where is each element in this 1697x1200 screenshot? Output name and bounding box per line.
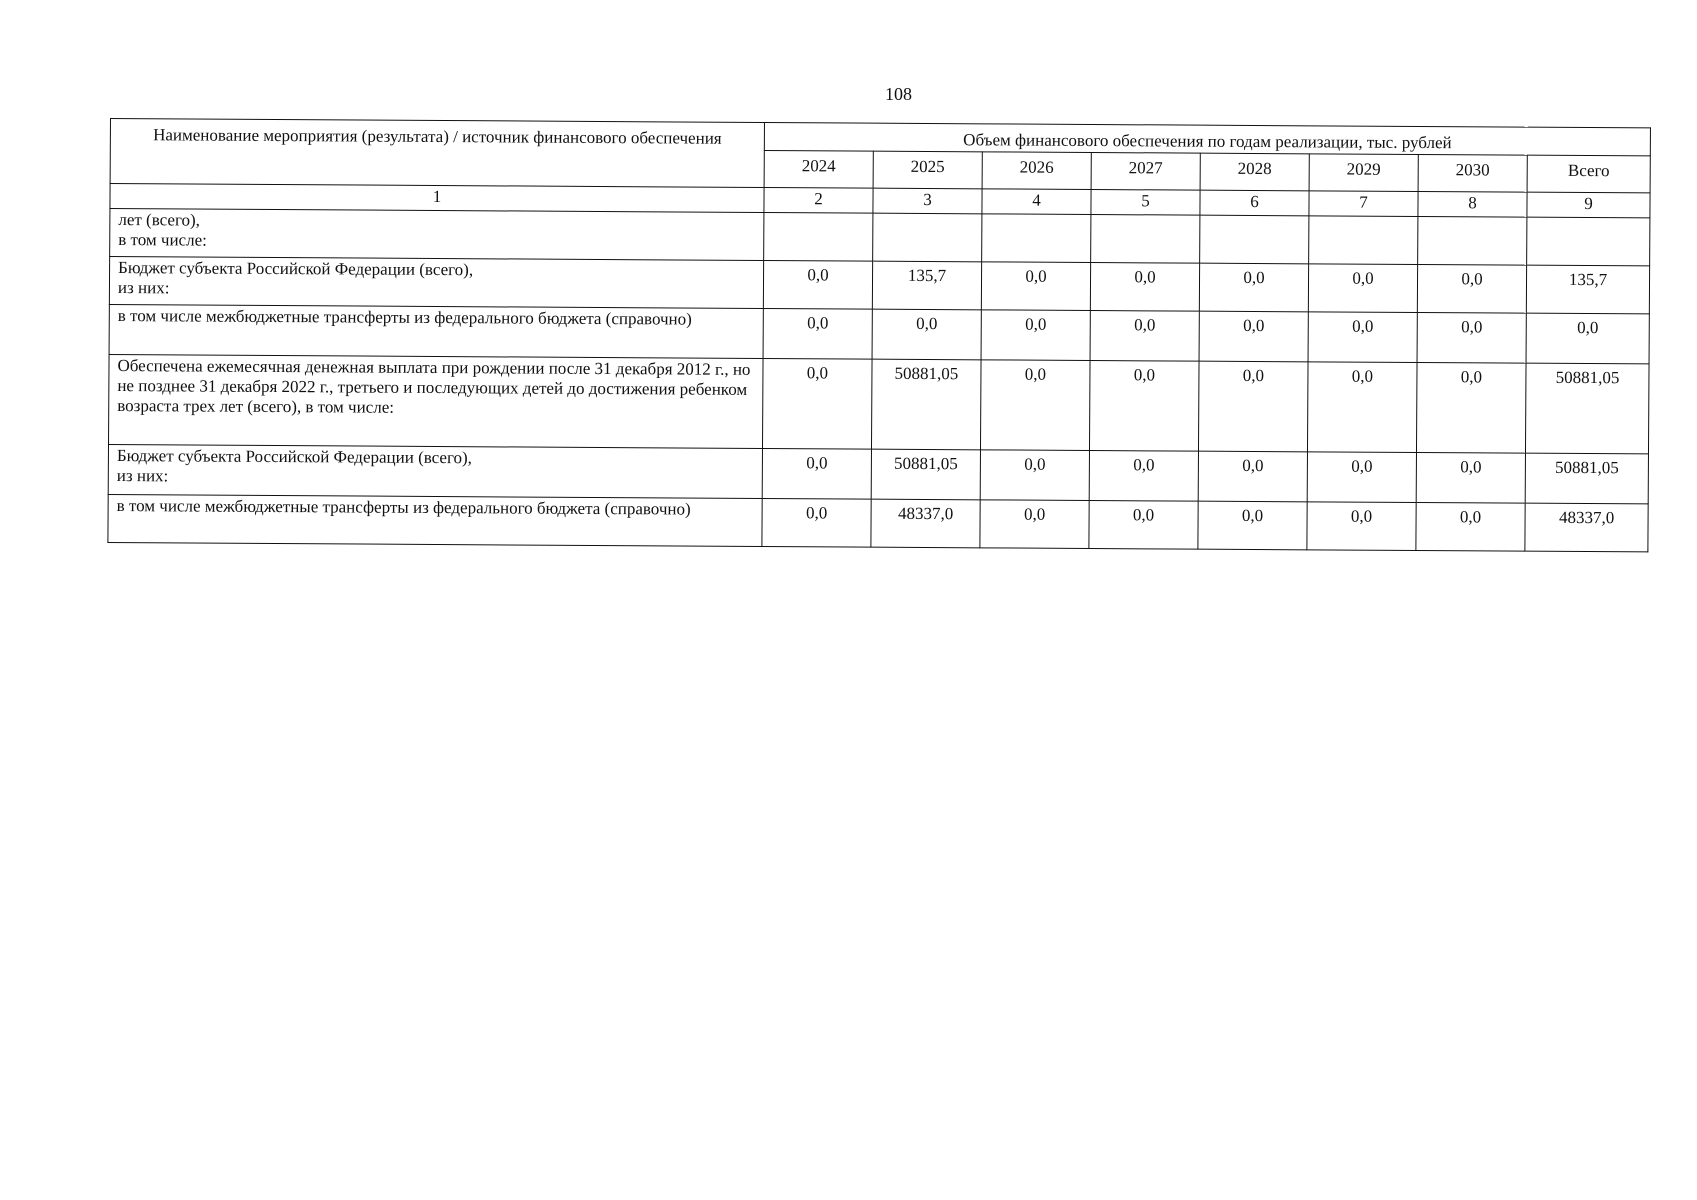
header-year-2027: 2027 [1091, 152, 1200, 190]
header-year-2030: 2030 [1418, 154, 1527, 192]
value-cell: 0,0 [763, 260, 872, 309]
value-cell [1309, 216, 1418, 265]
value-cell: 0,0 [1416, 362, 1526, 453]
table-body [108, 209, 1650, 552]
table-row [109, 354, 1650, 453]
value-cell: 0,0 [872, 309, 981, 360]
row-name-cell [109, 354, 764, 448]
page-number: 108 [885, 84, 912, 104]
header-year-2025: 2025 [873, 151, 982, 189]
value-cell: 0,0 [1526, 313, 1649, 364]
column-number: 2 [764, 187, 873, 213]
value-cell: 0,0 [1198, 361, 1308, 452]
value-cell: 0,0 [1089, 450, 1198, 501]
value-cell: 0,0 [1307, 362, 1417, 453]
row-name: в том числе межбюджетные трансферты из федерального бюджета (справочно) [117, 306, 692, 329]
value-cell: 0,0 [981, 310, 1090, 361]
value-cell: 0,0 [1089, 360, 1199, 451]
value-cell [1418, 216, 1527, 265]
value-cell: 0,0 [1199, 263, 1308, 312]
column-number: 7 [1309, 191, 1418, 217]
value-cell: 0,0 [1417, 312, 1526, 363]
row-name: лет (всего), в том числе: [118, 210, 207, 250]
header-funding-group: Объем финансового обеспечения по годам реализации, тыс. рублей [764, 122, 1650, 155]
value-cell: 0,0 [1308, 264, 1417, 313]
value-cell: 50881,05 [1525, 363, 1649, 454]
value-cell: 0,0 [762, 498, 871, 547]
value-cell [764, 212, 873, 261]
financing-table-container [107, 118, 1650, 552]
row-name: Обеспечена ежемесячная денежная выплата при рождении после 31 декабря 2012 г., но не позднее 31 декабря 2022 г., третьего и последующих детей до достижения ребенком возраста трех лет (всего), в том числе: [117, 356, 751, 417]
value-cell [1527, 217, 1650, 266]
column-number: 4 [982, 189, 1091, 215]
column-number: 3 [873, 188, 982, 214]
value-cell: 0,0 [1416, 502, 1525, 551]
row-name-cell [108, 494, 762, 546]
column-number: 6 [1200, 190, 1309, 216]
value-cell: 0,0 [1307, 452, 1416, 503]
value-cell [1200, 215, 1309, 264]
value-cell: 0,0 [1199, 311, 1308, 362]
value-cell: 0,0 [1307, 502, 1416, 551]
row-name-cell [110, 209, 764, 261]
value-cell [873, 213, 982, 262]
table-row [108, 494, 1648, 551]
value-cell: 0,0 [1198, 451, 1307, 502]
row-name-cell [108, 444, 762, 498]
value-cell: 0,0 [1090, 262, 1199, 311]
column-number: 8 [1418, 191, 1527, 217]
row-name-cell [109, 304, 763, 358]
value-cell: 0,0 [1416, 452, 1525, 503]
value-cell: 0,0 [1198, 501, 1307, 550]
value-cell [982, 214, 1091, 263]
value-cell: 0,0 [762, 448, 871, 499]
column-number: 1 [110, 184, 764, 213]
value-cell: 50881,05 [1525, 453, 1648, 504]
value-cell: 48337,0 [1525, 503, 1648, 552]
value-cell: 0,0 [1308, 312, 1417, 363]
header-year-2024: 2024 [764, 150, 873, 188]
value-cell [1091, 214, 1200, 263]
row-name: Бюджет субъекта Российской Федерации (всего), из них: [116, 446, 473, 486]
header-name-column: Наименование мероприятия (результата) / источник финансового обеспечения [110, 119, 764, 188]
value-cell: 0,0 [981, 262, 1090, 311]
row-name-cell [109, 257, 763, 309]
header-year-2029: 2029 [1309, 154, 1418, 192]
value-cell: 48337,0 [871, 499, 980, 548]
row-name: Бюджет субъекта Российской Федерации (всего), из них: [117, 258, 474, 298]
column-number: 5 [1091, 189, 1200, 215]
value-cell: 0,0 [980, 450, 1089, 501]
value-cell: 0,0 [1417, 264, 1526, 313]
header-year-2028: 2028 [1200, 153, 1309, 191]
value-cell: 50881,05 [871, 449, 980, 500]
header-total: Всего [1527, 155, 1650, 193]
value-cell: 0,0 [980, 360, 1090, 451]
value-cell: 50881,05 [871, 359, 981, 450]
value-cell: 135,7 [872, 261, 981, 310]
financing-table [107, 118, 1651, 552]
value-cell: 0,0 [1089, 500, 1198, 549]
value-cell: 0,0 [1090, 310, 1199, 361]
value-cell: 0,0 [763, 308, 872, 359]
row-name: в том числе межбюджетные трансферты из федерального бюджета (справочно) [116, 496, 691, 519]
value-cell: 0,0 [762, 358, 872, 449]
value-cell: 0,0 [980, 500, 1089, 549]
value-cell: 135,7 [1526, 265, 1649, 314]
header-year-2026: 2026 [982, 152, 1091, 190]
column-number: 9 [1527, 192, 1650, 218]
